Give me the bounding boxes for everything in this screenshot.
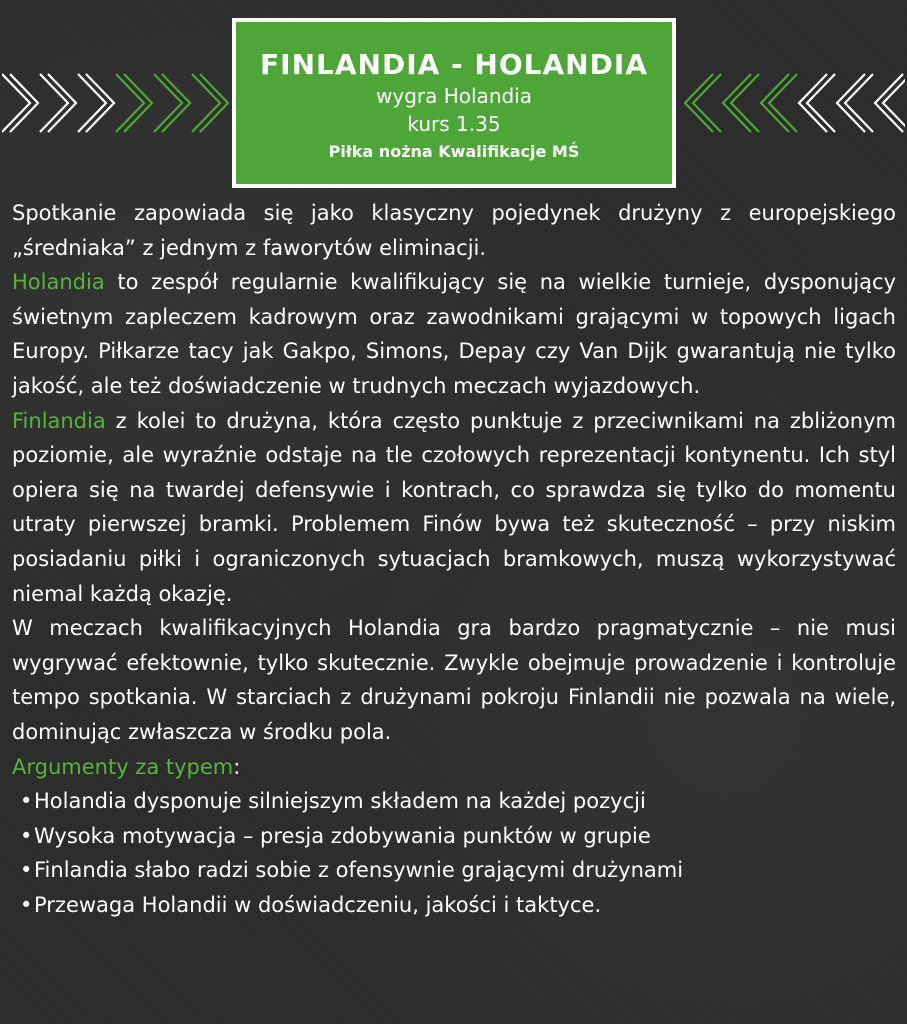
finlandia-paragraph	[12, 404, 896, 612]
arguments-heading	[12, 750, 896, 785]
finlandia-text: z kolei to drużyna, która często punktuje z przeciwnikami na zbliżonym poziomie, ale wyraźnie odstaje na tle czołowych reprezentacji kontynentu. Ich styl opiera się na twardej defensywie i kontrach, co sprawdza się tylko do momentu utraty pierwszej bramki. Problemem Finów bywa też skuteczność – przy niskim posiadaniu piłki i ograniczonych sytuacjach bramkowych, muszą wykorzystywać niemal każdą okazję.	[12, 408, 896, 606]
arguments-heading-text: Argumenty za typem	[12, 754, 234, 779]
intro-paragraph: Spotkanie zapowiada się jako klasyczny pojedynek drużyny z europejskiego „średniaka” z jednym z faworytów eliminacji.	[12, 201, 896, 260]
finlandia-highlight: Finlandia	[12, 408, 106, 433]
bullet-icon: •	[20, 823, 33, 848]
article-body	[12, 196, 896, 922]
chevron-left-icon	[683, 70, 905, 136]
arguments-list	[12, 784, 896, 922]
bet-odds: kurs 1.35	[407, 112, 501, 136]
bullet-icon: •	[20, 892, 33, 917]
arguments-heading-colon: :	[233, 754, 241, 779]
bullet-icon: •	[20, 789, 33, 814]
holandia-highlight: Holandia	[12, 270, 105, 295]
qualifiers-paragraph: W meczach kwalifikacyjnych Holandia gra bardzo pragmatycznie – nie musi wygrywać efektownie, tylko skutecznie. Zwykle obejmuje prowadzenie i kontroluje tempo spotkania. W starciach z drużynami pokroju Finlandii nie pozwala na wiele, dominując zwłaszcza w środku pola.	[12, 616, 896, 744]
holandia-paragraph	[12, 265, 896, 403]
list-item: •Finlandia słabo radzi sobie z ofensywnie grającymi drużynami	[20, 853, 896, 888]
list-item: •Wysoka motywacja – presja zdobywania punktów w grupie	[20, 819, 896, 854]
chevron-right-icon	[2, 70, 234, 136]
match-title: FINLANDIA - HOLANDIA	[260, 48, 648, 81]
competition-label: Piłka nożna Kwalifikacje MŚ	[328, 142, 580, 161]
bet-pick: wygra Holandia	[376, 84, 532, 108]
bullet-icon: •	[20, 858, 33, 883]
list-item: •Przewaga Holandii w doświadczeniu, jakości i taktyce.	[20, 888, 896, 923]
list-item: •Holandia dysponuje silniejszym składem na każdej pozycji	[20, 784, 896, 819]
holandia-text: to zespół regularnie kwalifikujący się na wielkie turnieje, dysponujący świetnym zapleczem kadrowym oraz zawodnikami grającymi w topowych ligach Europy. Piłkarze tacy jak Gakpo, Simons, Depay czy Van Dijk gwarantują nie tylko jakość, ale też doświadczenie w trudnych meczach wyjazdowych.	[12, 270, 896, 398]
match-header-box	[232, 18, 676, 188]
